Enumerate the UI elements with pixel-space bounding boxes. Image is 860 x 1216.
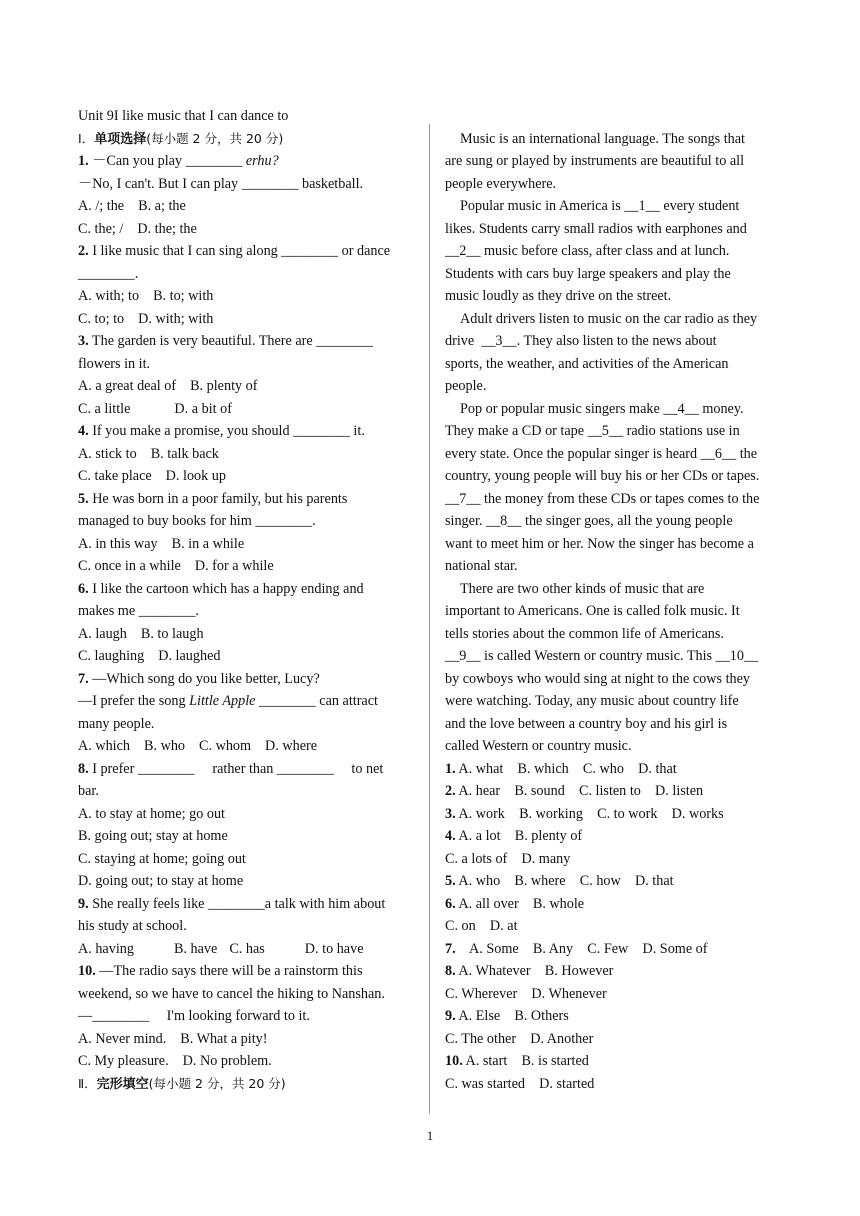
passage-line: tells stories about the common life of Americans. (445, 626, 724, 642)
passage-line: people. (445, 378, 487, 394)
passage-line: likes. Students carry small radios with earphones and (445, 221, 747, 237)
question-8-option-a: A. to stay at home; go out (78, 806, 225, 822)
question-4-options-ab: A. stick to B. talk back (78, 446, 219, 462)
passage-line: drive __3__. They also listen to the news about (445, 333, 717, 349)
cloze-question-6: 6. A. all over B. whole (445, 896, 585, 912)
question-6-line2: makes me ________. (78, 603, 199, 619)
question-6-options-ab: A. laugh B. to laugh (78, 626, 204, 642)
cloze-question-9: 9. A. Else B. Others (445, 1008, 569, 1024)
question-8-option-d: D. going out; to stay at home (78, 873, 244, 889)
question-4-options-cd: C. take place D. look up (78, 468, 226, 484)
cloze-question-10-options-cd: C. was started D. started (445, 1076, 595, 1092)
question-9: 9. She really feels like ________a talk with him about (78, 896, 386, 912)
cloze-question-5: 5. A. who B. where C. how D. that (445, 873, 674, 889)
question-7: 7. —Which song do you like better, Lucy? (78, 671, 320, 687)
cloze-question-4: 4. A. a lot B. plenty of (445, 828, 583, 844)
question-3-line2: flowers in it. (78, 356, 151, 372)
question-1-line2: －No, I can't. But I can play ________ basketball. (78, 176, 364, 192)
question-5-options-ab: A. in this way B. in a while (78, 536, 245, 552)
question-9-line2: his study at school. (78, 918, 187, 934)
question-7-line2: —I prefer the song Little Apple ________ can attract (78, 693, 378, 709)
page-number: 1 (426, 1129, 434, 1143)
question-2-options-cd: C. to; to D. with; with (78, 311, 214, 327)
passage-line: Adult drivers listen to music on the car radio as they (460, 311, 758, 327)
document-title: Unit 9I like music that I can dance to (78, 108, 289, 124)
passage-line: music loudly as they drive on the street. (445, 288, 672, 304)
question-5-options-cd: C. once in a while D. for a while (78, 558, 274, 574)
question-9-options: A. having B. have C. has D. to have (78, 941, 364, 957)
column-divider (429, 124, 430, 1114)
passage-line: want to meet him or her. Now the singer has become a (445, 536, 754, 552)
passage-line: __9__ is called Western or country music. This __10__ (445, 648, 759, 664)
passage-line: They make a CD or tape __5__ radio stations use in (445, 423, 740, 439)
cloze-question-7: 7. A. Some B. Any C. Few D. Some of (445, 941, 708, 957)
question-6-options-cd: C. laughing D. laughed (78, 648, 221, 664)
cloze-question-3: 3. A. work B. working C. to work D. works (445, 806, 724, 822)
passage-line: Popular music in America is __1__ every student (460, 198, 740, 214)
question-10-line3: —________ I'm looking forward to it. (78, 1008, 310, 1024)
cloze-question-8: 8. A. Whatever B. However (445, 963, 614, 979)
question-5: 5. He was born in a poor family, but his parents (78, 491, 348, 507)
question-10-options-cd: C. My pleasure. D. No problem. (78, 1053, 272, 1069)
question-5-line2: managed to buy books for him ________. (78, 513, 316, 529)
passage-line: country, young people will buy his or her CDs or tapes. (445, 468, 760, 484)
cloze-question-10: 10. A. start B. is started (445, 1053, 589, 1069)
passage-line: __7__ the money from these CDs or tapes comes to the (445, 491, 760, 507)
question-7-options: A. which B. who C. whom D. where (78, 738, 318, 754)
passage-line: There are two other kinds of music that are (460, 581, 705, 597)
passage-line: by cowboys who would sing at night to the cows they (445, 671, 751, 687)
question-1: 1. －Can you play ________ erhu? (78, 153, 279, 169)
question-10-options-ab: A. Never mind. B. What a pity! (78, 1031, 268, 1047)
passage-line: and the love between a country boy and his girl is (445, 716, 728, 732)
section-heading-cloze: Ⅱ．完形填空(每小题 2 分，共 20 分) (78, 1076, 286, 1092)
question-8-line2: bar. (78, 783, 99, 799)
question-2-line2: ________. (78, 266, 139, 282)
question-7-line3: many people. (78, 716, 155, 732)
question-10: 10. —The radio says there will be a rainstorm this (78, 963, 363, 979)
question-3-options-cd: C. a little D. a bit of (78, 401, 232, 417)
passage-line: Pop or popular music singers make __4__ money. (460, 401, 744, 417)
passage-line: sports, the weather, and activities of the American (445, 356, 729, 372)
section-heading-single-choice: Ⅰ．单项选择(每小题 2 分，共 20 分) (78, 131, 284, 147)
passage-line: __2__ music before class, after class and at lunch. (445, 243, 730, 259)
cloze-question-6-options-cd: C. on D. at (445, 918, 518, 934)
question-3-options-ab: A. a great deal of B. plenty of (78, 378, 258, 394)
passage-line: every state. Once the popular singer is heard __6__ the (445, 446, 758, 462)
question-8: 8. I prefer ________ rather than ________ to net (78, 761, 384, 777)
question-10-line2: weekend, so we have to cancel the hiking to Nanshan. (78, 986, 385, 1002)
passage-line: singer. __8__ the singer goes, all the young people (445, 513, 733, 529)
question-8-option-b: B. going out; stay at home (78, 828, 228, 844)
question-4: 4. If you make a promise, you should ________ it. (78, 423, 365, 439)
question-3: 3. The garden is very beautiful. There are ________ (78, 333, 373, 349)
question-2-options-ab: A. with; to B. to; with (78, 288, 214, 304)
cloze-question-9-options-cd: C. The other D. Another (445, 1031, 594, 1047)
question-8-option-c: C. staying at home; going out (78, 851, 246, 867)
cloze-question-2: 2. A. hear B. sound C. listen to D. listen (445, 783, 704, 799)
passage-line: are sung or played by instruments are beautiful to all (445, 153, 745, 169)
passage-line: Students with cars buy large speakers and play the (445, 266, 731, 282)
question-2: 2. I like music that I can sing along ________ or dance (78, 243, 391, 259)
cloze-question-4-options-cd: C. a lots of D. many (445, 851, 571, 867)
passage-line: important to Americans. One is called folk music. It (445, 603, 740, 619)
cloze-question-8-options-cd: C. Wherever D. Whenever (445, 986, 607, 1002)
question-1-options-ab: A. /; the B. a; the (78, 198, 186, 214)
passage-line: people everywhere. (445, 176, 557, 192)
question-6: 6. I like the cartoon which has a happy ending and (78, 581, 364, 597)
passage-line: national star. (445, 558, 518, 574)
question-1-options-cd: C. the; / D. the; the (78, 221, 197, 237)
passage-line: were watching. Today, any music about country life (445, 693, 739, 709)
passage-line: called Western or country music. (445, 738, 632, 754)
passage-line: Music is an international language. The songs that (460, 131, 746, 147)
cloze-question-1: 1. A. what B. which C. who D. that (445, 761, 677, 777)
